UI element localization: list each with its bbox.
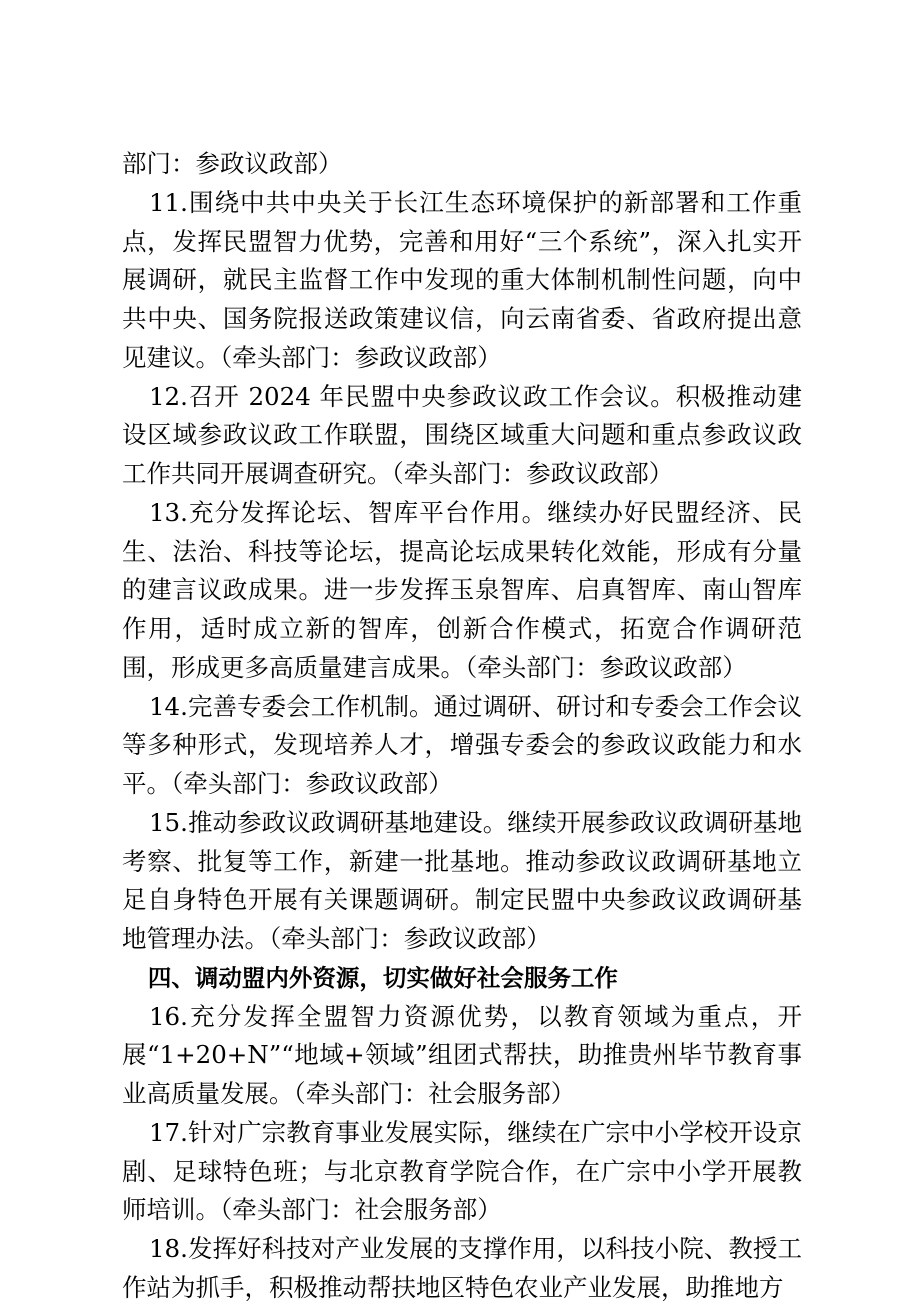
paragraph-item-16: 16.充分发挥全盟智力资源优势，以教育领域为重点，开展“1+20+N”“地域+领域”组团式帮扶，助推贵州毕节教育事业高质量发展。（牵头部门：社会服务部） <box>122 1001 802 1108</box>
section-heading: 四、调动盟内外资源，切实做好社会服务工作 <box>147 963 618 992</box>
paragraph-item-11: 11.围绕中共中央关于长江生态环境保护的新部署和工作重点，发挥民盟智力优势，完善和用好“三个系统”，深入扎实开展调研，就民主监督工作中发现的重大体制机制性问题，向中共中央、国务院报送政策建议信，向云南省委、省政府提出意见建议。（牵头部门：参政议政部） <box>122 187 802 372</box>
paragraph-item-15: 15.推动参政议政调研基地建设。继续开展参政议政调研基地考察、批复等工作，新建一批基地。推动参政议政调研基地立足自身特色开展有关课题调研。制定民盟中央参政议政调研基地管理办法。（牵头部门：参政议政部） <box>122 807 802 953</box>
paragraph-continuation: 部门：参政议政部） <box>122 149 343 178</box>
paragraph-item-12: 12.召开 2024 年民盟中央参政议政工作会议。积极推动建设区域参政议政工作联盟，围绕区域重大问题和重点参政议政工作共同开展调查研究。（牵头部门：参政议政部） <box>122 381 802 488</box>
paragraph-item-13: 13.充分发挥论坛、智库平台作用。继续办好民盟经济、民生、法治、科技等论坛，提高论坛成果转化效能，形成有分量的建言议政成果。进一步发挥玉泉智库、启真智库、南山智库作用，适时成立新的智库，创新合作模式，拓宽合作调研范围，形成更多高质量建言成果。（牵头部门：参政议政部） <box>122 497 802 682</box>
paragraph-item-14: 14.完善专委会工作机制。通过调研、研讨和专委会工作会议等多种形式，发现培养人才，增强专委会的参政议政能力和水平。（牵头部门：参政议政部） <box>122 691 802 798</box>
paragraph-item-18: 18.发挥好科技对产业发展的支撑作用，以科技小院、教授工作站为抓手，积极推动帮扶地区特色农业产业发展，助推地方 <box>122 1234 802 1302</box>
paragraph-item-17: 17.针对广宗教育事业发展实际，继续在广宗中小学校开设京剧、足球特色班；与北京教育学院合作，在广宗中小学开展教师培训。（牵头部门：社会服务部） <box>122 1117 802 1225</box>
document-body <box>122 145 802 1308</box>
